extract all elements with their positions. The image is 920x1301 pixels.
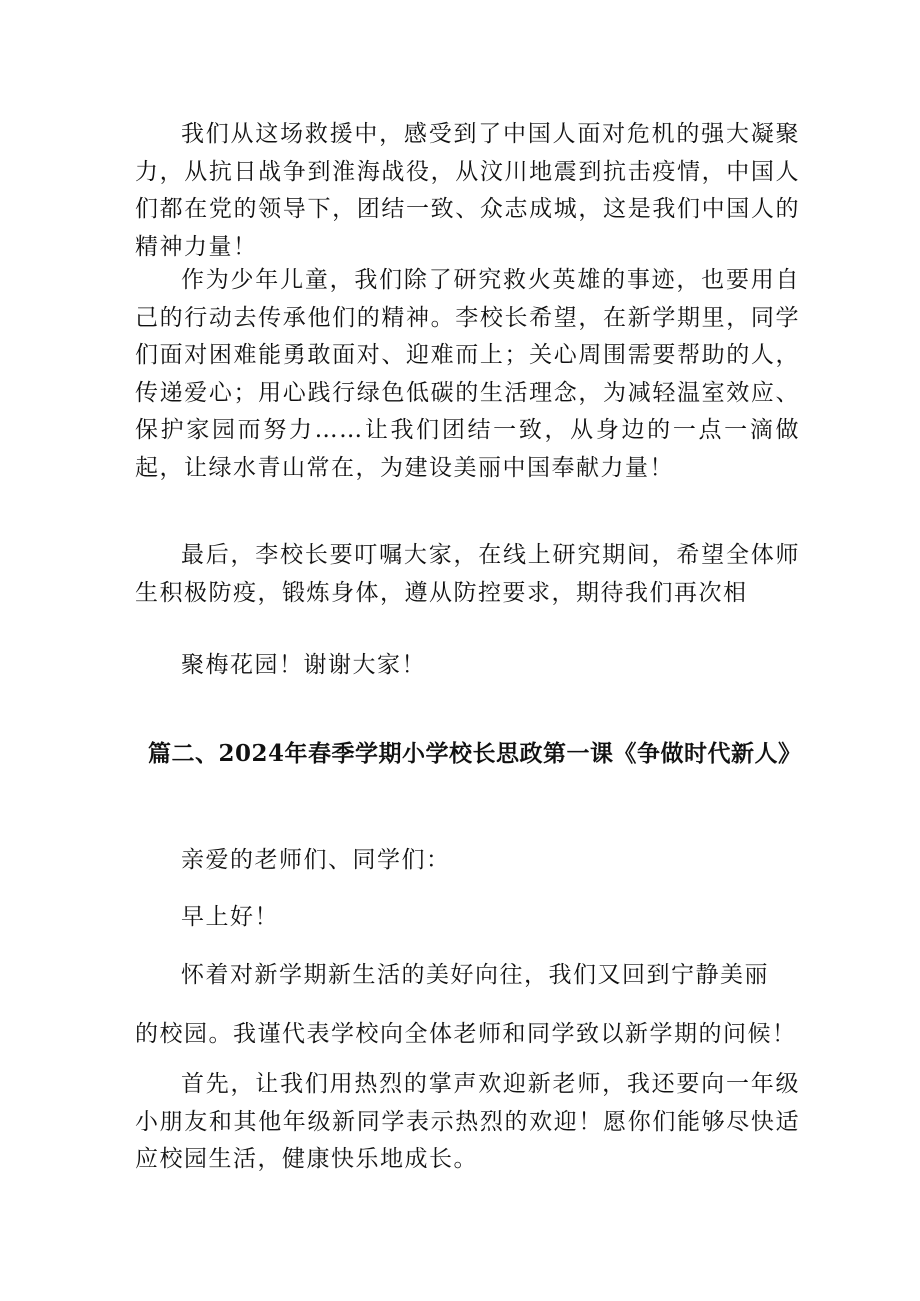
greeting-line: 亲爱的老师们、同学们：: [181, 847, 451, 873]
paragraph-rescue-spirit: 我们从这场救援中，感受到了中国人面对危机的强大凝聚力，从抗日战争到淮海战役，从汶川地震到抗击疫情，中国人们都在党的领导下，团结一致、众志成城，这是我们中国人的精神力量！: [135, 121, 800, 260]
paragraph-young-pioneers: 作为少年儿童，我们除了研究救火英雄的事迹，也要用自己的行动去传承他们的精神。李校长希望，在新学期里，同学们面对困难能勇敢面对、迎难而上；关心周围需要帮助的人，传递爱心；用心践行绿色低碳的生活理念，为减轻温室效应、保护家园而努力……让我们团结一致，从身边的一点一滴做起，让绿水青山常在，为建设美丽中国奉献力量！: [135, 267, 800, 481]
section-heading: 篇二、2024年春季学期小学校长思政第一课《争做时代新人》: [148, 740, 802, 767]
paragraph-closing-thanks: 聚梅花园！谢谢大家！: [181, 652, 426, 678]
paragraph-new-term-line1: 怀着对新学期新生活的美好向往，我们又回到宁静美丽: [181, 962, 769, 988]
paragraph-welcome-new: 首先，让我们用热烈的掌声欢迎新老师，我还要向一年级小朋友和其他年级新同学表示热烈的欢迎！愿你们能够尽快适应校园生活，健康快乐地成长。: [135, 1071, 800, 1172]
paragraph-closing-reminder: 最后，李校长要叮嘱大家，在线上研究期间，希望全体师生积极防疫，锻炼身体，遵从防控要求，期待我们再次相: [135, 542, 800, 606]
good-morning-line: 早上好！: [181, 904, 279, 930]
paragraph-new-term-line2: 的校园。我谨代表学校向全体老师和同学致以新学期的问候！: [135, 1021, 797, 1047]
